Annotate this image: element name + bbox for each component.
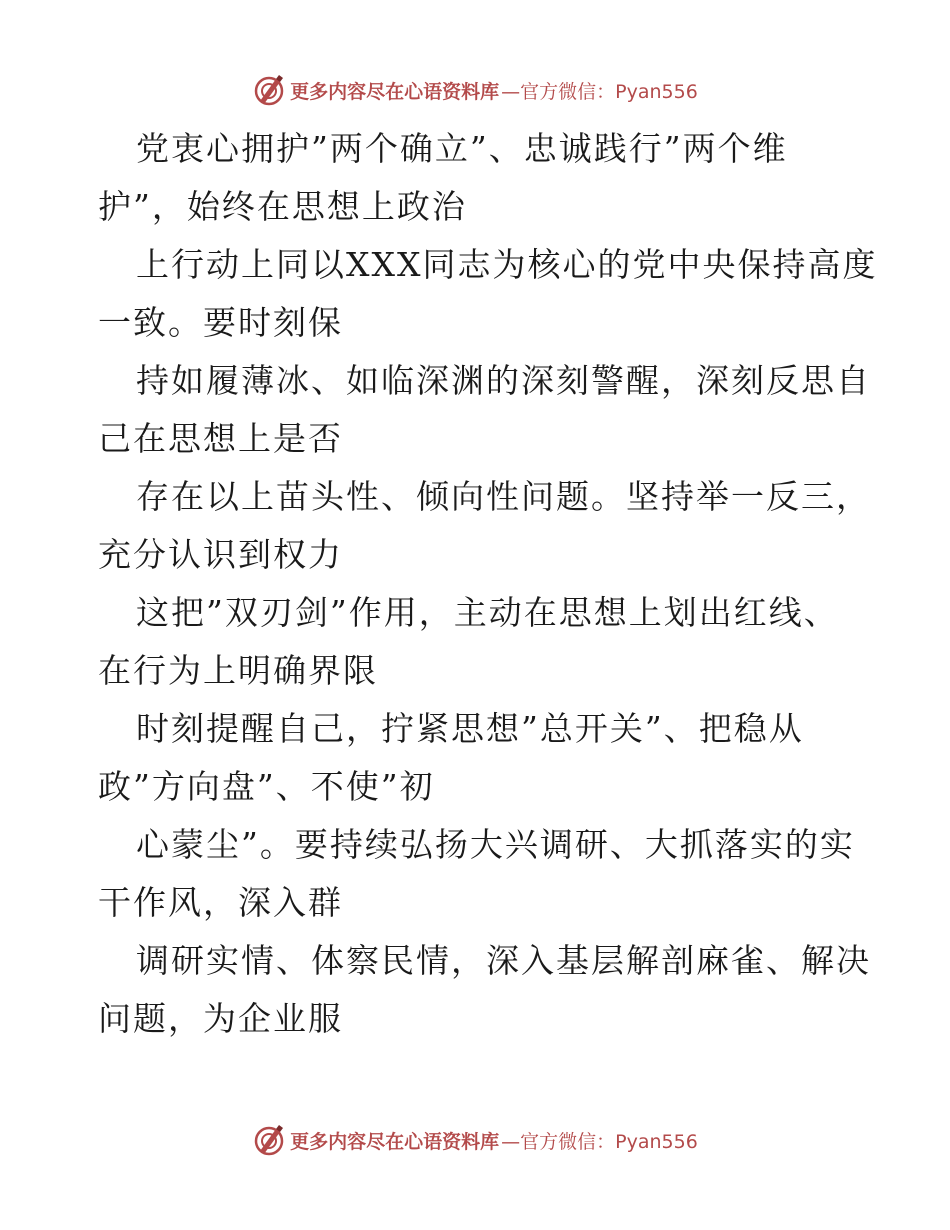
- text-line: 充分认识到权力: [98, 535, 343, 574]
- text-line: 一致。要时刻保: [98, 303, 343, 342]
- text-line: 干作风，深入群: [98, 883, 343, 922]
- text-line: 存在以上苗头性、倾向性问题。坚持举一反三，: [136, 477, 871, 516]
- document-body: [98, 120, 878, 1048]
- pen-logo-icon: [252, 73, 286, 107]
- text-line: 心蒙尘”。要持续弘扬大兴调研、大抓落实的实: [136, 825, 855, 864]
- header-banner: [0, 70, 950, 110]
- text-line: 调研实情、体察民情，深入基层解剖麻雀、解决: [136, 941, 871, 980]
- text-line: 政”方向盘”、不使”初: [98, 767, 435, 806]
- text-line: 持如履薄冰、如临深渊的深刻警醒，深刻反思自: [136, 361, 871, 400]
- pen-logo-icon: [252, 1123, 286, 1157]
- text-line: 上行动上同以XXX同志为核心的党中央保持高度: [136, 245, 878, 284]
- text-line: 护”，始终在思想上政治: [98, 187, 467, 226]
- text-line: 党衷心拥护”两个确立”、忠诚践行”两个维: [136, 129, 788, 168]
- footer-wechat: —官方微信：Pyan556: [501, 1130, 698, 1153]
- header-title: 更多内容尽在心语资料库: [290, 80, 500, 103]
- text-line: 时刻提醒自己，拧紧思想”总开关”、把稳从: [136, 709, 804, 748]
- footer-title: 更多内容尽在心语资料库: [290, 1130, 500, 1153]
- text-line: 在行为上明确界限: [98, 651, 378, 690]
- text-line: 己在思想上是否: [98, 419, 343, 458]
- text-line: 这把”双刃剑”作用，主动在思想上划出红线、: [136, 593, 839, 632]
- text-line: 问题，为企业服: [98, 999, 343, 1038]
- footer-banner: [0, 1120, 950, 1160]
- header-wechat: —官方微信：Pyan556: [501, 80, 698, 103]
